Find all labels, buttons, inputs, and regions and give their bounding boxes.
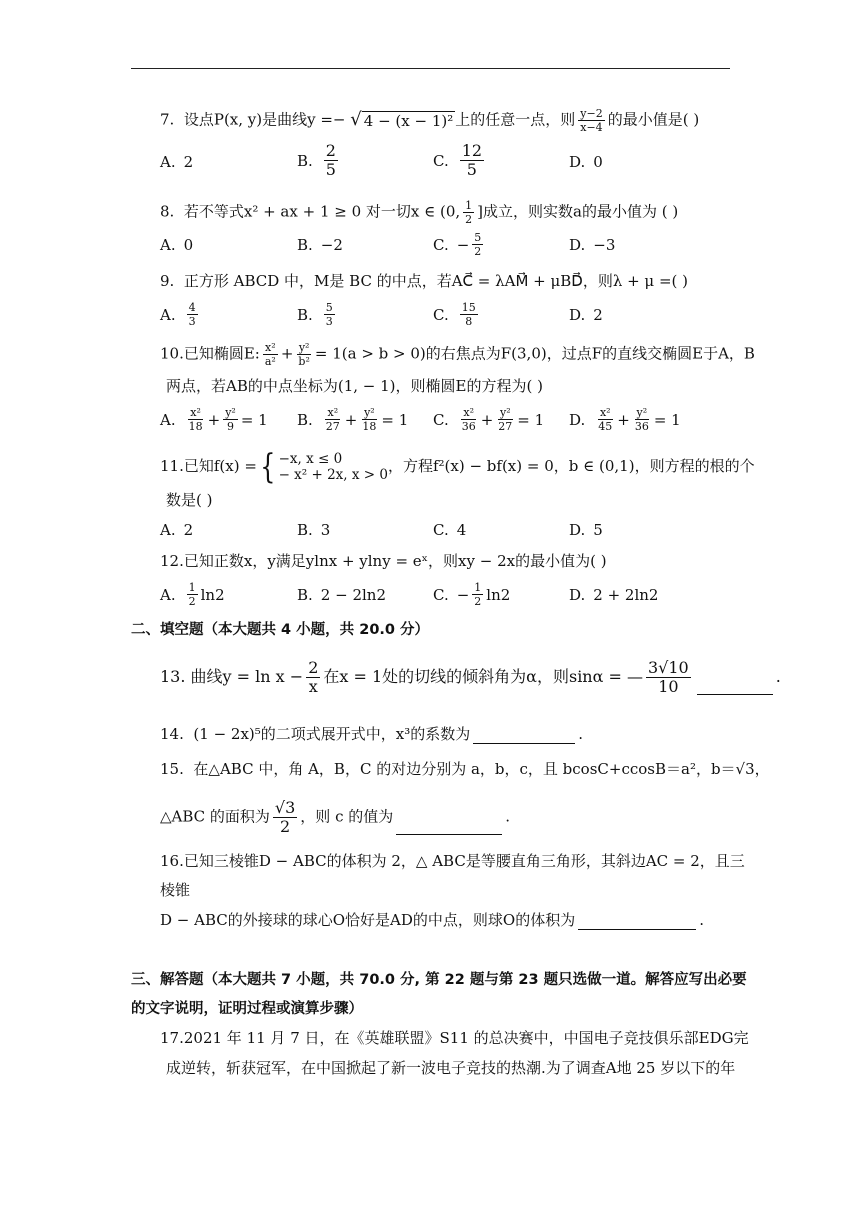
option-d[interactable]: D. 2 + 2ln2 [569,586,659,604]
question-8: 8. 若不等式x² + ax + 1 ≥ 0 对一切x ∈ (0, $\frac{1}{2}$ ]成立，则实数a的最小值为 ( ) [160,199,679,226]
question-text: 已知正数x，y满足ylnx + ylny = eˣ，则xy − 2x的最小值为( ) [183,552,607,570]
answer-blank[interactable] [473,743,575,744]
question-text: 正方形 ABCD 中，M是 BC 的中点，若AC⃗ = λAM⃗ + μBD⃗，则λ + μ =( ) [183,272,688,290]
option-b[interactable]: B. 3 [297,521,331,539]
question-text: 2021 年 11 月 7 日，在《英雄联盟》S11 的总决赛中，中国电子竞技俱乐部EDG完 [183,1029,749,1047]
question-text: 上的任意一点，则 [455,110,576,129]
question-text: 已知三棱锥D − ABC的体积为 2，△ ABC是等腰直角三角形，其斜边AC = 2，且三 [183,852,745,870]
option-d[interactable]: D. −3 [569,236,616,254]
option-d[interactable]: D. 0 [569,153,603,171]
question-text: = 1(a > b > 0)的右焦点为F(3,0)，过点F的直线交椭圆E于A，B [314,344,755,363]
question-text: (1 − 2x)⁵的二项式展开式中，x³的系数为 [193,725,471,743]
option-a[interactable]: A. $\frac{1}{2}$ ln2 [160,581,225,608]
option-c[interactable]: C. 4 [433,521,467,539]
question-13: 13. 曲线y = ln x − $\frac{2}{x}$ 在x = 1处的切线的倾斜角为α，则sinα = — $\frac{3√10}{10}$ . [160,658,781,696]
option-d[interactable]: D. 5 [569,521,603,539]
option-c[interactable]: C. − $\frac{5}{2}$ [433,231,482,258]
option-a[interactable]: A. $\frac{\text{x²}}{18}$ + $\frac{\text{y²}}{9}$ = 1 [160,406,268,433]
option-a[interactable]: A. 0 [160,236,194,254]
question-15: 15. 在△ABC 中，角 A，B，C 的对边分别为 a，b，c，且 bcosC+ccosB＝a²，b＝√3， [160,760,770,778]
question-17-line2: 成逆转，斩获冠军，在中国掀起了新一波电子竞技的热潮.为了调查A地 25 岁以下的年 [166,1059,736,1077]
question-12: 12.已知正数x，y满足ylnx + ylny = eˣ，则xy − 2x的最小值为( ) [160,552,607,570]
question-text: 若不等式x² + ax + 1 ≥ 0 对一切x ∈ (0, [183,202,461,221]
question-11: 11.已知f(x) = { −x, x ≤ 0 − x² + 2x, x > 0 ，方程f²(x) − bf(x) = 0，b ∈ (0,1)，则方程的根的个 [160,447,755,487]
answer-blank[interactable] [697,694,773,695]
option-c[interactable]: C. $\frac{12}{5}$ [433,141,483,179]
section-heading-solutions-line2: 的文字说明，证明过程或演算步骤） [131,1001,363,1017]
options-12 [160,582,720,612]
question-number: 7. [160,110,175,129]
header-rule [131,68,730,69]
question-text: ，方程f²(x) − bf(x) = 0，b ∈ (0,1)，则方程的根的个 [387,457,755,475]
options-10 [160,407,720,437]
question-10-line2: 两点，若AB的中点坐标为(1, − 1)，则椭圆E的方程为( ) [166,377,543,395]
options-11 [160,521,720,551]
section-heading-solutions: 三、解答题（本大题共 7 小题，共 70.0 分, 第 22 题与第 23 题只选做一道。解答应写出必要 [131,972,747,988]
options-8 [160,231,720,266]
option-b[interactable]: B. $\frac{\text{x²}}{27}$ + $\frac{\text{y²}}{18}$ = 1 [297,406,409,433]
option-b[interactable]: B. 2 − 2ln2 [297,586,386,604]
option-a[interactable]: A. 2 [160,521,194,539]
question-16-line3: D − ABC的外接球的球心O恰好是AD的中点，则球O的体积为 . [160,911,704,929]
answer-fraction: $\frac{3√10}{10}$ [648,658,689,696]
option-b[interactable]: B. $\frac{5}{3}$ [297,301,333,328]
question-17: 17.2021 年 11 月 7 日，在《英雄联盟》S11 的总决赛中，中国电子竞技俱乐部EDG完 [160,1029,749,1047]
option-d[interactable]: D. 2 [569,306,603,324]
question-16: 16.已知三棱锥D − ABC的体积为 2，△ ABC是等腰直角三角形，其斜边AC = 2，且三 [160,852,745,870]
options-9 [160,302,720,332]
question-text: 设点P(x, y)是曲线y =− [183,110,351,129]
options-7 [160,141,720,183]
option-a[interactable]: A. 2 [160,153,194,171]
option-c[interactable]: C. $\frac{\text{x²}}{36}$ + $\frac{\text{y²}}{27}$ = 1 [433,406,545,433]
question-text: 的最小值是( ) [607,110,700,129]
question-10: 10.已知椭圆E: $\frac{\text{x²}}{\text{a²}}$ + $\frac{\text{y²}}{\text{b²}}$ = 1(a > b > 0)的右焦点为F(3,0)，过点F的直线交椭圆E于A，B [160,341,755,368]
fraction: $\frac{1}{2}$ [465,199,473,226]
option-b[interactable]: B. $\frac{2}{5}$ [297,141,336,179]
question-text: 在x = 1处的切线的倾斜角为α，则sinα = — [323,667,643,686]
question-text: ]成立，则实数a的最小值为 ( ) [477,202,679,221]
option-a[interactable]: A. $\frac{4}{3}$ [160,301,196,328]
section-heading-fill-in: 二、填空题（本大题共 4 小题，共 20.0 分） [131,622,430,638]
fraction: $\frac{y-2}{x-4}$ [580,107,603,134]
option-c[interactable]: C. − $\frac{1}{2}$ ln2 [433,581,511,608]
question-9: 9. 正方形 ABCD 中，M是 BC 的中点，若AC⃗ = λAM⃗ + μBD⃗，则λ + μ =( ) [160,272,688,290]
option-d[interactable]: D. $\frac{\text{x²}}{45}$ + $\frac{\text{y²}}{36}$ = 1 [569,406,681,433]
question-text: 已知f(x) = [183,457,257,475]
sqrt-expression: √ 4 − (x − 1)² [350,108,454,130]
question-text: 在△ABC 中，角 A，B，C 的对边分别为 a，b，c，且 bcosC+ccosB＝a²，b＝√3， [193,760,770,778]
option-b[interactable]: B. −2 [297,236,343,254]
question-11-line2: 数是( ) [166,491,213,509]
question-16-line2: 棱锥 [160,881,191,899]
piecewise-function: { −x, x ≤ 0 − x² + 2x, x > 0 [260,447,388,487]
question-14: 14. (1 − 2x)⁵的二项式展开式中，x³的系数为 . [160,725,584,743]
answer-blank[interactable] [396,834,502,835]
question-15-line2: △ABC 的面积为 $\frac{√3}{2}$ ，则 c 的值为 . [160,798,511,836]
question-text: 曲线y = ln x − [190,667,304,686]
question-7 [160,108,699,133]
option-c[interactable]: C. $\frac{15}{8}$ [433,301,476,328]
answer-blank[interactable] [578,929,696,930]
question-text: 已知椭圆E: [183,344,260,363]
